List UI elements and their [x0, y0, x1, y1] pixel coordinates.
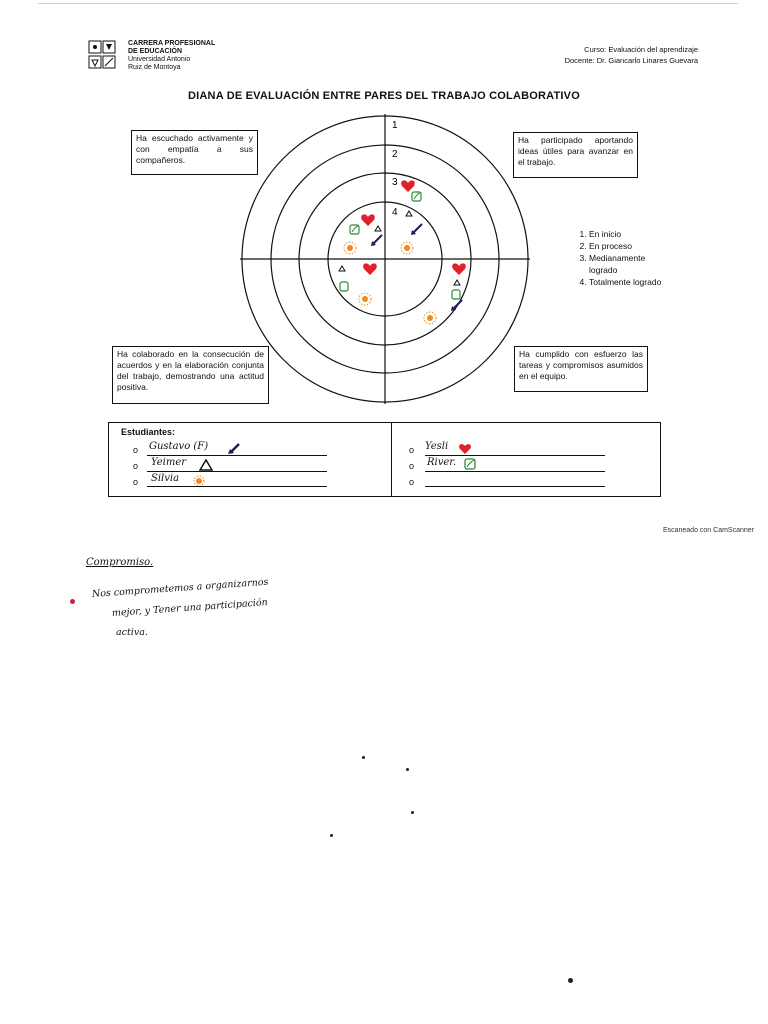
- ring-label-3: 3: [392, 177, 398, 188]
- student-name: Yesli: [425, 441, 449, 452]
- arrow-icon: [411, 224, 422, 235]
- criterion-top-right: Ha participado aportando ideas útiles para avanzar en el trabajo.: [513, 132, 638, 178]
- leaf-icon: [452, 290, 460, 299]
- bullet-icon: o: [409, 445, 415, 455]
- bullet-dot-icon: [70, 599, 75, 604]
- legend-item: 3. Medianamente logrado: [589, 252, 669, 276]
- students-divider: [391, 423, 392, 496]
- heart-icon: [361, 214, 375, 226]
- underline: [425, 455, 605, 456]
- arrow-icon: [371, 235, 382, 246]
- legend-item: 1. En inicio: [589, 228, 669, 240]
- bullet-icon: o: [409, 477, 415, 487]
- student-name: Yeimer: [151, 457, 187, 468]
- legend-item: 2. En proceso: [589, 240, 669, 252]
- underline: [425, 471, 605, 472]
- ink-speck: [362, 756, 365, 759]
- sun-icon: [401, 242, 413, 254]
- bullet-icon: o: [133, 461, 139, 471]
- heart-icon: [452, 263, 466, 275]
- leaf-icon: [350, 225, 359, 234]
- underline: [425, 486, 605, 487]
- student-name: Silvia: [151, 473, 180, 484]
- criterion-bottom-right: Ha cumplido con esfuerzo las tareas y compromisos asumidos en el equipo.: [514, 346, 648, 392]
- underline: [147, 455, 327, 456]
- ring-label-2: 2: [392, 149, 398, 160]
- students-title: Estudiantes:: [121, 427, 176, 437]
- logo-line-4: Ruiz de Montoya: [128, 64, 181, 71]
- ink-speck: [411, 811, 414, 814]
- sun-icon: [344, 242, 356, 254]
- triangle-icon: [339, 266, 345, 271]
- criterion-top-left: Ha escuchado activamente y con empatía a sus compañeros.: [131, 130, 258, 175]
- page-title: DIANA DE EVALUACIÓN ENTRE PARES DEL TRABAJO COLABORATIVO: [188, 90, 580, 102]
- ring-label-1: 1: [392, 120, 398, 131]
- bullet-icon: o: [409, 461, 415, 471]
- students-box: [108, 422, 661, 497]
- logo-line-2: DE EDUCACIÓN: [128, 48, 183, 55]
- leaf-icon: [412, 192, 421, 201]
- scale-legend: [575, 228, 669, 288]
- bullet-icon: o: [133, 445, 139, 455]
- heart-icon: [363, 263, 377, 275]
- heart-icon: [459, 443, 471, 454]
- student-name: River.: [427, 457, 457, 468]
- commitment-line: activa.: [116, 627, 148, 638]
- ring-label-4: 4: [392, 207, 398, 218]
- logo-line-1: CARRERA PROFESIONAL: [128, 40, 216, 47]
- triangle-icon: [406, 211, 412, 216]
- legend-item: 4. Totalmente logrado: [589, 276, 669, 288]
- arrow-icon: [451, 300, 462, 311]
- ink-speck: [568, 978, 573, 983]
- sun-icon: [359, 293, 371, 305]
- leaf-icon: [464, 458, 476, 470]
- triangle-icon: [375, 226, 381, 231]
- triangle-icon: [454, 280, 460, 285]
- commitment-line: mejor, y Tener una participación: [111, 597, 269, 619]
- scanner-watermark: Escaneado con CamScanner: [662, 527, 754, 534]
- underline: [147, 486, 327, 487]
- commitment-title: Compromiso.: [86, 557, 154, 568]
- leaf-icon: [340, 282, 348, 291]
- ink-speck: [406, 768, 409, 771]
- ink-speck: [330, 834, 333, 837]
- teacher-name: Docente: Dr. Giancarlo Linares Guevara: [564, 56, 698, 65]
- heart-icon: [401, 180, 415, 192]
- underline: [147, 471, 327, 472]
- student-name: Gustavo (F): [149, 441, 209, 452]
- commitment-line: Nos comprometemos a organizarnos: [91, 576, 269, 600]
- logo-line-3: Universidad Antonio: [128, 56, 191, 63]
- triangle-icon: [199, 459, 213, 471]
- criterion-bottom-left: Ha colaborado en la consecución de acuerdos y en la elaboración conjunta del trabajo, demostrando una actitud positiva.: [112, 346, 269, 404]
- sun-icon: [424, 312, 436, 324]
- course-name: Curso: Evaluación del aprendizaje: [584, 45, 698, 54]
- arrow-icon: [227, 443, 241, 455]
- bullet-icon: o: [133, 477, 139, 487]
